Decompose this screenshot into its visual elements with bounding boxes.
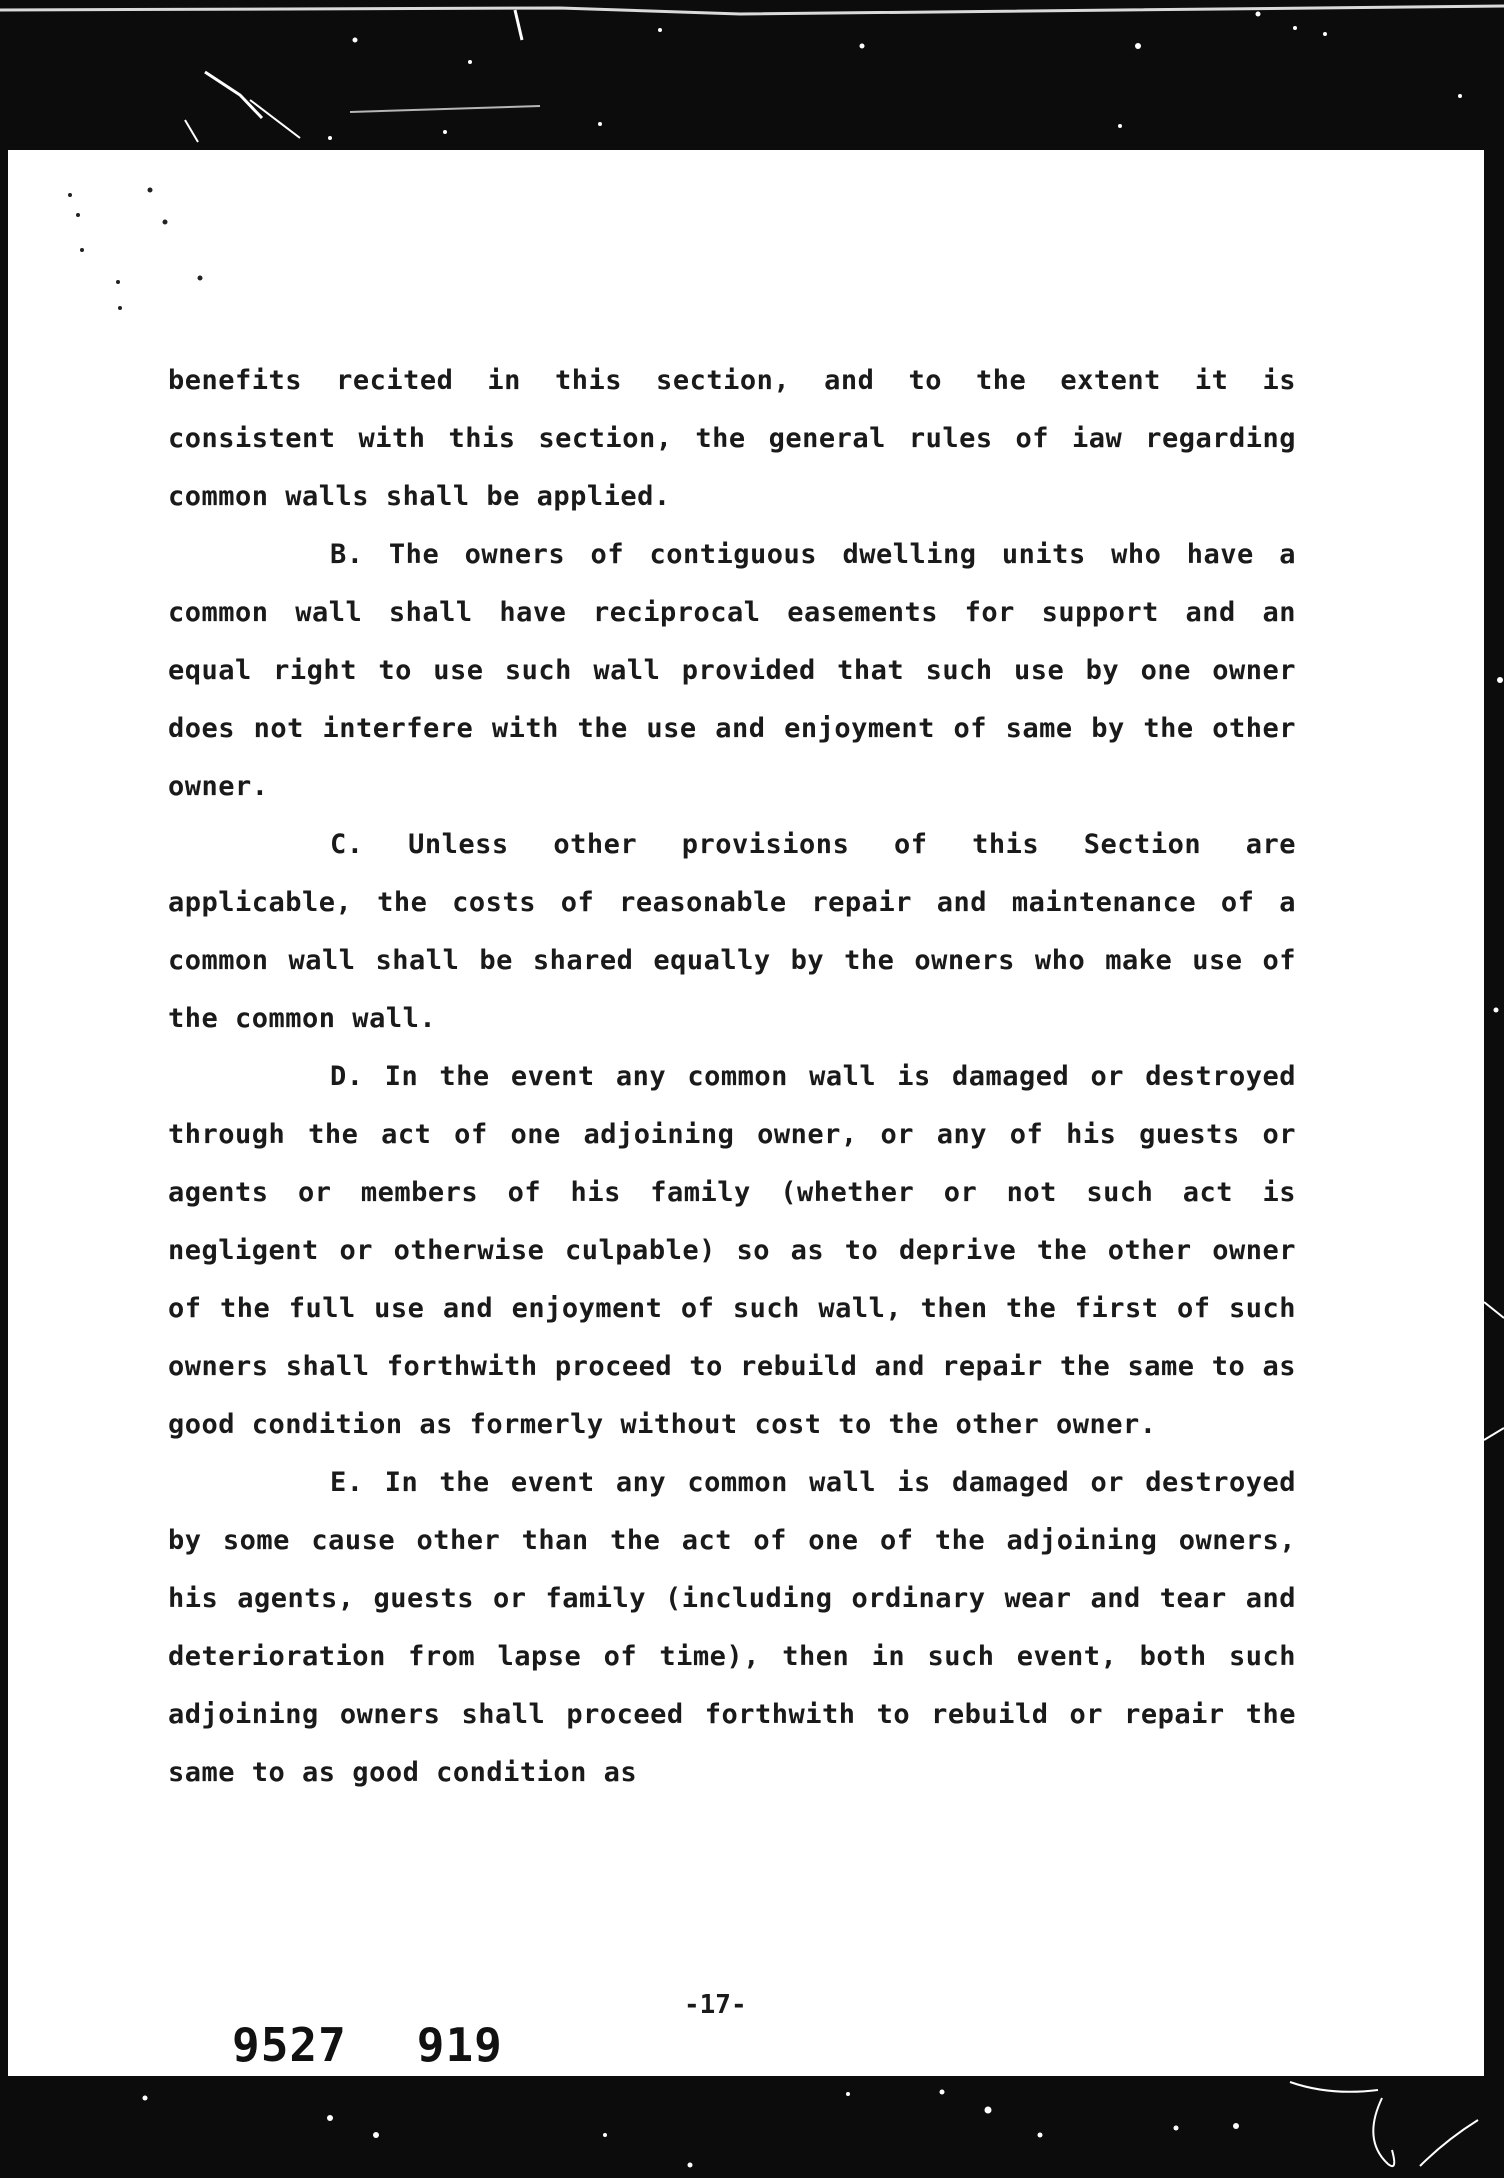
- paragraph-d: D. In the event any common wall is damaged or destroyed through the act of one adjoining owner, or any of his guests or agents or members of his family (whether or not such act is negligent or otherwise culpable) so as to deprive the other owner of the full use and enjoyment of such wall, then the first of such owners shall forthwith proceed to rebuild and repair the same to as good condition as formerly without cost to the other owner.: [168, 1061, 1296, 1440]
- stamp-page-number: 919: [416, 2018, 503, 2072]
- recording-stamp: [232, 2018, 503, 2072]
- paragraph-b: B. The owners of contiguous dwelling units who have a common wall shall have reciprocal easements for support and an equal right to use such wall provided that such use by one owner does not interfere with the use and enjoyment of same by the other owner.: [168, 539, 1296, 802]
- paragraph-e: E. In the event any common wall is damaged or destroyed by some cause other than the act of one of the adjoining owners, his agents, guests or family (including ordinary wear and tear and deterioration from lapse of time), then in such event, both such adjoining owners shall proceed forthwith to rebuild or repair the same to as good condition as: [168, 1467, 1296, 1788]
- stamp-book-number: 9527: [232, 2018, 347, 2072]
- paragraph-intro: benefits recited in this section, and to the extent it is consistent with this section, the general rules of iaw regarding common walls shall be applied.: [168, 365, 1296, 512]
- document-body: [168, 352, 1296, 1802]
- paragraph-c: C. Unless other provisions of this Section are applicable, the costs of reasonable repair and maintenance of a common wall shall be shared equally by the owners who make use of the common wall.: [168, 829, 1296, 1034]
- page-number: -17-: [684, 1990, 747, 2020]
